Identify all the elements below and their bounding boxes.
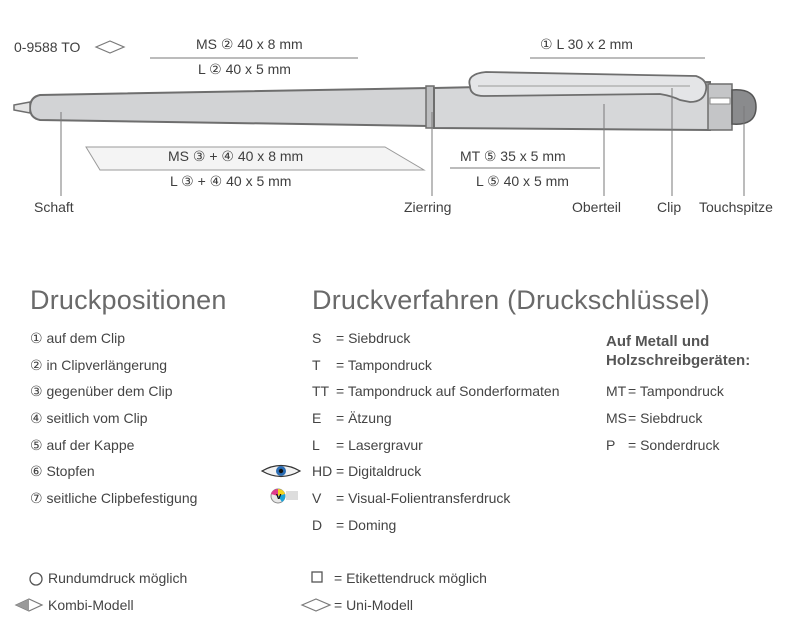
dim-clip-extension-ms: MS ② 40 x 8 mm — [196, 36, 303, 52]
uni-model-legend-icon — [302, 599, 330, 611]
method-desc: = Tampondruck — [336, 357, 432, 373]
article-code: 0-9588 TO — [14, 39, 81, 55]
metal-code: MT — [606, 383, 627, 399]
dim-opposite-ms: MS ③ + ④ 40 x 8 mm — [168, 148, 304, 164]
rundum-icon — [30, 573, 42, 585]
metal-desc: = Tampondruck — [628, 383, 724, 399]
dim-clip-extension-l: L ② 40 x 5 mm — [198, 61, 291, 77]
pen-barrel — [30, 88, 428, 126]
method-desc: = Digitaldruck — [336, 463, 422, 479]
metal-code: P — [606, 437, 616, 453]
method-desc: = Doming — [336, 517, 397, 533]
metal-title-line1: Auf Metall und — [606, 333, 710, 350]
metal-title-line2: Holzschreibgeräten: — [606, 352, 751, 369]
method-desc: = Tampondruck auf Sonderformaten — [336, 383, 560, 399]
part-schaft: Schaft — [34, 199, 74, 215]
method-code: V — [312, 490, 322, 506]
dim-cap-l: L ⑤ 40 x 5 mm — [476, 173, 569, 189]
methods-title: Druckverfahren (Druckschlüssel) — [312, 285, 710, 315]
positions-title: Druckpositionen — [30, 285, 227, 315]
legend-uni: = Uni-Modell — [334, 597, 413, 613]
uni-model-icon — [96, 41, 124, 53]
position-item: ⑥ Stopfen — [30, 463, 95, 479]
position-item: ① auf dem Clip — [30, 330, 126, 346]
method-desc: = Siebdruck — [336, 330, 411, 346]
method-code: D — [312, 517, 323, 533]
metal-code: MS — [606, 410, 627, 426]
method-desc: = Ätzung — [336, 410, 392, 426]
pen-tip — [14, 102, 30, 113]
part-touchspitze: Touchspitze — [699, 199, 773, 215]
part-clip: Clip — [657, 199, 682, 215]
visual-transfer-icon — [271, 489, 298, 503]
legend-kombi: Kombi-Modell — [48, 597, 134, 613]
decor-ring — [426, 86, 434, 128]
method-code: E — [312, 410, 322, 426]
dim-opposite-l: L ③ + ④ 40 x 5 mm — [170, 173, 292, 189]
eye-icon — [262, 466, 300, 477]
dim-cap-mt: MT ⑤ 35 x 5 mm — [460, 148, 566, 164]
legend-rundum: Rundumdruck möglich — [48, 570, 188, 586]
position-item: ⑦ seitliche Clipbefestigung — [30, 490, 198, 506]
position-item: ③ gegenüber dem Clip — [30, 383, 173, 399]
metal-desc: = Sonderdruck — [628, 437, 720, 453]
method-desc: = Lasergravur — [336, 437, 423, 453]
method-desc: = Visual-Folientransferdruck — [336, 490, 511, 506]
dim-clip: ① L 30 x 2 mm — [540, 36, 633, 52]
metal-desc: = Siebdruck — [628, 410, 703, 426]
method-code: HD — [312, 463, 333, 479]
legend-etikett: = Etikettendruck möglich — [334, 570, 487, 586]
svg-text:V: V — [276, 493, 282, 501]
part-zierring: Zierring — [404, 199, 452, 215]
method-code: S — [312, 330, 322, 346]
etikett-icon — [312, 572, 322, 582]
position-item: ④ seitlich vom Clip — [30, 410, 148, 426]
position-item: ⑤ auf der Kappe — [30, 437, 135, 453]
method-code: L — [312, 437, 320, 453]
method-code: T — [312, 357, 321, 373]
method-code: TT — [312, 383, 330, 399]
part-oberteil: Oberteil — [572, 199, 622, 215]
position-item: ② in Clipverlängerung — [30, 357, 168, 373]
